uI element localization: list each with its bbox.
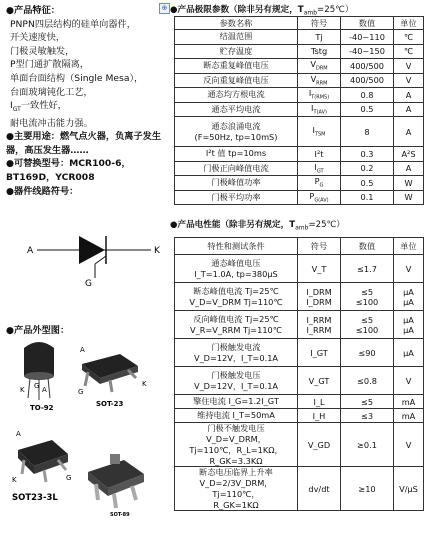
- scr-circuit-symbol: [25, 226, 165, 292]
- table-row: 通态峰值电压 I_T=1.0A, tp=380μS V_T ≤1.7 V: [175, 255, 424, 283]
- svg-text:K: K: [20, 386, 25, 394]
- svg-text:G: G: [78, 388, 84, 396]
- table-row: 贮存温度 Tstg -40~150 ℃: [175, 44, 424, 59]
- table-row: 门极触发电流 V_D=12V，I_T=0.1A I_GT ≤90 μA: [175, 339, 424, 367]
- table-row: 维持电流 I_T=50mA I_H ≤3 mA: [175, 409, 424, 423]
- sot89-package: [80, 450, 150, 520]
- table-row: 通态平均电流 $I_{T(AV)}$ 0.5 A: [175, 102, 424, 117]
- features-title: ●产品特征：: [6, 5, 60, 16]
- table-row: 反向重复峰值电压 $V_{RRM}$ 400/500 V: [175, 73, 424, 88]
- table-row: I²t 值 tp=10ms I²t 0.3 A²S: [175, 147, 424, 162]
- feature-line: 台面玻璃钝化工艺，: [10, 86, 93, 98]
- feature-line: P型门通扩散隔离，: [10, 59, 90, 71]
- sot23-package: [70, 336, 150, 408]
- table-row: 断态峰值电流 Tj=25℃ V_D=V_DRM Tj=110℃ I_DRM I_DRM ≤5 ≤100 μA μA: [175, 283, 424, 311]
- table-row: 断态电压临界上升率 V_D=2/3V_DRM，Tj=110℃， R_GK=1KΩ dv/dt ≥10 V/μS: [175, 467, 424, 511]
- table-row: 断态重复峰值电压 $V_{DRM}$ 400/500 V: [175, 59, 424, 74]
- svg-text:G: G: [66, 474, 72, 482]
- table-row: 通态均方根电流 $I_{T(RMS)}$ 0.8 A: [175, 88, 424, 103]
- table-header-row: 参数名称 符号 数值 单位: [175, 17, 424, 30]
- left-column: [6, 4, 166, 198]
- feature-line: 门极灵敏触发，: [10, 45, 75, 57]
- limits-title: ●产品极限参数（除非另有规定，$T_{amb}=25℃$）: [170, 5, 354, 17]
- electrical-table: [174, 237, 424, 511]
- gate-label: G: [85, 279, 92, 289]
- svg-text:G: G: [34, 382, 40, 390]
- svg-text:A: A: [42, 386, 47, 394]
- table-row: 擎住电流 I_G=1.2I_GT I_L ≤5 mA: [175, 395, 424, 409]
- table-row: 反向峰值电流 Tj=25℃ V_R=V_RRM Tj=110℃ I_RRM I_RRM ≤5 ≤100 μA μA: [175, 311, 424, 339]
- feature-line: PNPN四层结构的硅单向器件，: [10, 18, 136, 30]
- feature-line: 耐电流冲击能力强。: [10, 117, 93, 129]
- to92-label: TO-92: [30, 404, 54, 412]
- replacements-text: ●可替换型号：MCR100-6，BT169D，YCR008: [6, 158, 131, 183]
- feature-line: 开关速度快，: [10, 32, 66, 44]
- electrical-title: ●产品电性能（除非另有规定，$T_{amb}=25℃$）: [170, 220, 345, 232]
- table-row: 门极峰值功率 $P_G$ 0.5 W: [175, 176, 424, 191]
- table-header-row: 特性和测试条件 符号 数值 单位: [175, 238, 424, 255]
- sot23-label: SOT-23: [96, 400, 124, 408]
- sot23-3l-package: [8, 420, 76, 510]
- svg-text:K: K: [142, 380, 147, 388]
- svg-text:K: K: [12, 476, 17, 484]
- table-row: 门极正向峰值电流 $I_{GT}$ 0.2 A: [175, 161, 424, 176]
- right-column: [170, 4, 428, 511]
- applications-text: ●主要用途：燃气点火器，负离子发生器，高压发生器……: [6, 131, 162, 156]
- table-row: 门极触发电压 V_D=12V，I_T=0.1A V_GT ≤0.8 V: [175, 367, 424, 395]
- anode-label: A: [27, 246, 34, 256]
- svg-text:A: A: [80, 346, 85, 354]
- circuit-title: ●器件线路符号：: [6, 185, 79, 197]
- table-row: 通态浪涌电流 (F=50Hz, tp=10mS) $I_{TSM}$ 8 A: [175, 117, 424, 147]
- limits-table: [174, 16, 424, 205]
- sot23-3l-label: SOT23-3L: [12, 493, 58, 503]
- feature-line: 单面台面结构（Single Mesa），: [10, 72, 144, 84]
- feature-line-igt: $I_{GT}$一致性好，: [10, 100, 67, 113]
- cathode-label: K: [154, 246, 160, 256]
- table-row: 门极不触发电压 V_D=V_DRM， Tj=110℃，R_L=1KΩ，R_GK=3.3KΩ V_GD ≥0.1 V: [175, 423, 424, 467]
- sot89-label: SOT-89: [110, 512, 130, 518]
- packages-title: ●产品外型图：: [6, 325, 70, 336]
- table-row: 结温范围 Tj -40~110 ℃: [175, 30, 424, 45]
- table-move-handle-icon[interactable]: ⊕: [159, 3, 170, 14]
- svg-text:A: A: [16, 430, 21, 438]
- to92-package: [14, 336, 64, 416]
- table-row: 门极平均功率 $P_{G(AV)}$ 0.1 W: [175, 190, 424, 205]
